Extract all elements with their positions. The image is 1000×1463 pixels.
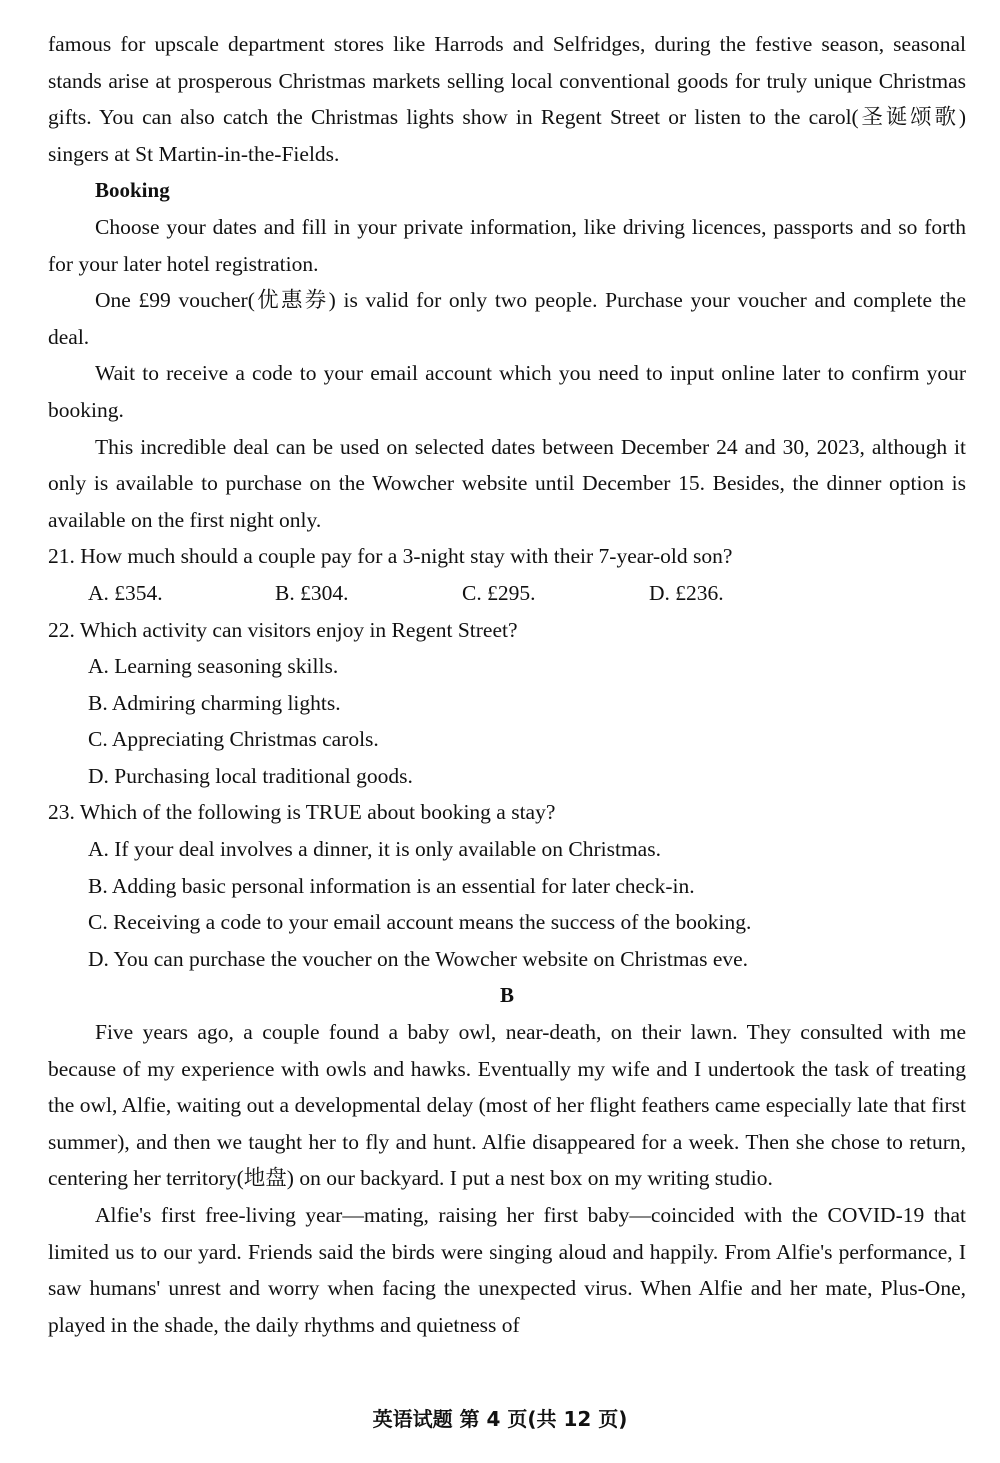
passage-a-paragraph-1: famous for upscale department stores like Harrods and Selfridges, during the festive season, seasonal stands arise at prosperous Christmas markets selling local conventional goods for truly unique Christmas gifts. You can also catch the Christmas lights show in Regent Street or listen to the carol(圣诞颂歌) singers at St Martin-in-the-Fields. — [48, 32, 966, 166]
passage-b-paragraph-1: Five years ago, a couple found a baby owl, near-death, on their lawn. They consulted with me because of my experience with owls and hawks. Eventually my wife and I undertook the task of treating the owl, Alfie, waiting out a developmental delay (most of her flight feathers came especially late that first summer), and then we taught her to fly and hunt. Alfie disappeared for a week. Then she chose to return, centering her territory(地盘) on our backyard. I put a nest box on my writing studio. — [48, 1020, 966, 1191]
question-number: 21. — [48, 544, 75, 569]
question-stem: Which of the following is TRUE about booking a stay? — [79, 800, 556, 825]
question-number: 23. — [48, 800, 75, 825]
passage-a-paragraph-5: This incredible deal can be used on selected dates between December 24 and 30, 2023, although it only is available to purchase on the Wowcher website until December 15. Besides, the dinner option is available on the first night only. — [48, 434, 966, 532]
section-b-label: B — [499, 983, 514, 1008]
question-21 — [48, 538, 966, 575]
option-d: D. You can purchase the voucher on the Wowcher website on Christmas eve. — [88, 946, 749, 971]
question-stem: Which activity can visitors enjoy in Regent Street? — [79, 617, 518, 642]
option-a: A. Learning seasoning skills. — [88, 654, 339, 679]
option-c: C. £295. — [462, 580, 536, 605]
passage-a-paragraph-2: Choose your dates and fill in your private information, like driving licences, passports and so forth for your later hotel registration. — [48, 214, 966, 276]
passage-a-paragraph-4: Wait to receive a code to your email account which you need to input online later to confirm your booking. — [48, 361, 966, 422]
option-d: D. Purchasing local traditional goods. — [88, 763, 413, 788]
option-a: A. If your deal involves a dinner, it is only available on Christmas. — [88, 837, 661, 862]
option-b: B. Adding basic personal information is an essential for later check-in. — [88, 873, 695, 898]
option-a: A. £354. — [88, 580, 163, 605]
option-b: B. Admiring charming lights. — [88, 690, 341, 715]
question-22 — [48, 612, 966, 649]
booking-heading: Booking — [95, 178, 170, 203]
question-21-options — [48, 575, 966, 612]
option-d: D. £236. — [649, 580, 724, 605]
option-c: C. Receiving a code to your email account means the success of the booking. — [88, 910, 752, 935]
option-c: C. Appreciating Christmas carols. — [88, 727, 379, 752]
passage-a-paragraph-3: One £99 voucher(优惠券) is valid for only two people. Purchase your voucher and complete the deal. — [48, 288, 966, 349]
page-footer: 英语试题 第 4 页(共 12 页) — [372, 1407, 628, 1431]
question-stem: How much should a couple pay for a 3-night stay with their 7-year-old son? — [80, 544, 733, 569]
option-b: B. £304. — [275, 580, 349, 605]
question-number: 22. — [48, 617, 75, 642]
question-23 — [48, 794, 966, 831]
passage-b-paragraph-2: Alfie's first free-living year—mating, raising her first baby—coincided with the COVID-19 that limited us to our yard. Friends said the birds were singing aloud and happily. From Alfie's performance, I saw humans' unrest and worry when facing the unexpected virus. When Alfie and her mate, Plus-One, played in the shade, the daily rhythms and quietness of — [48, 1203, 966, 1337]
